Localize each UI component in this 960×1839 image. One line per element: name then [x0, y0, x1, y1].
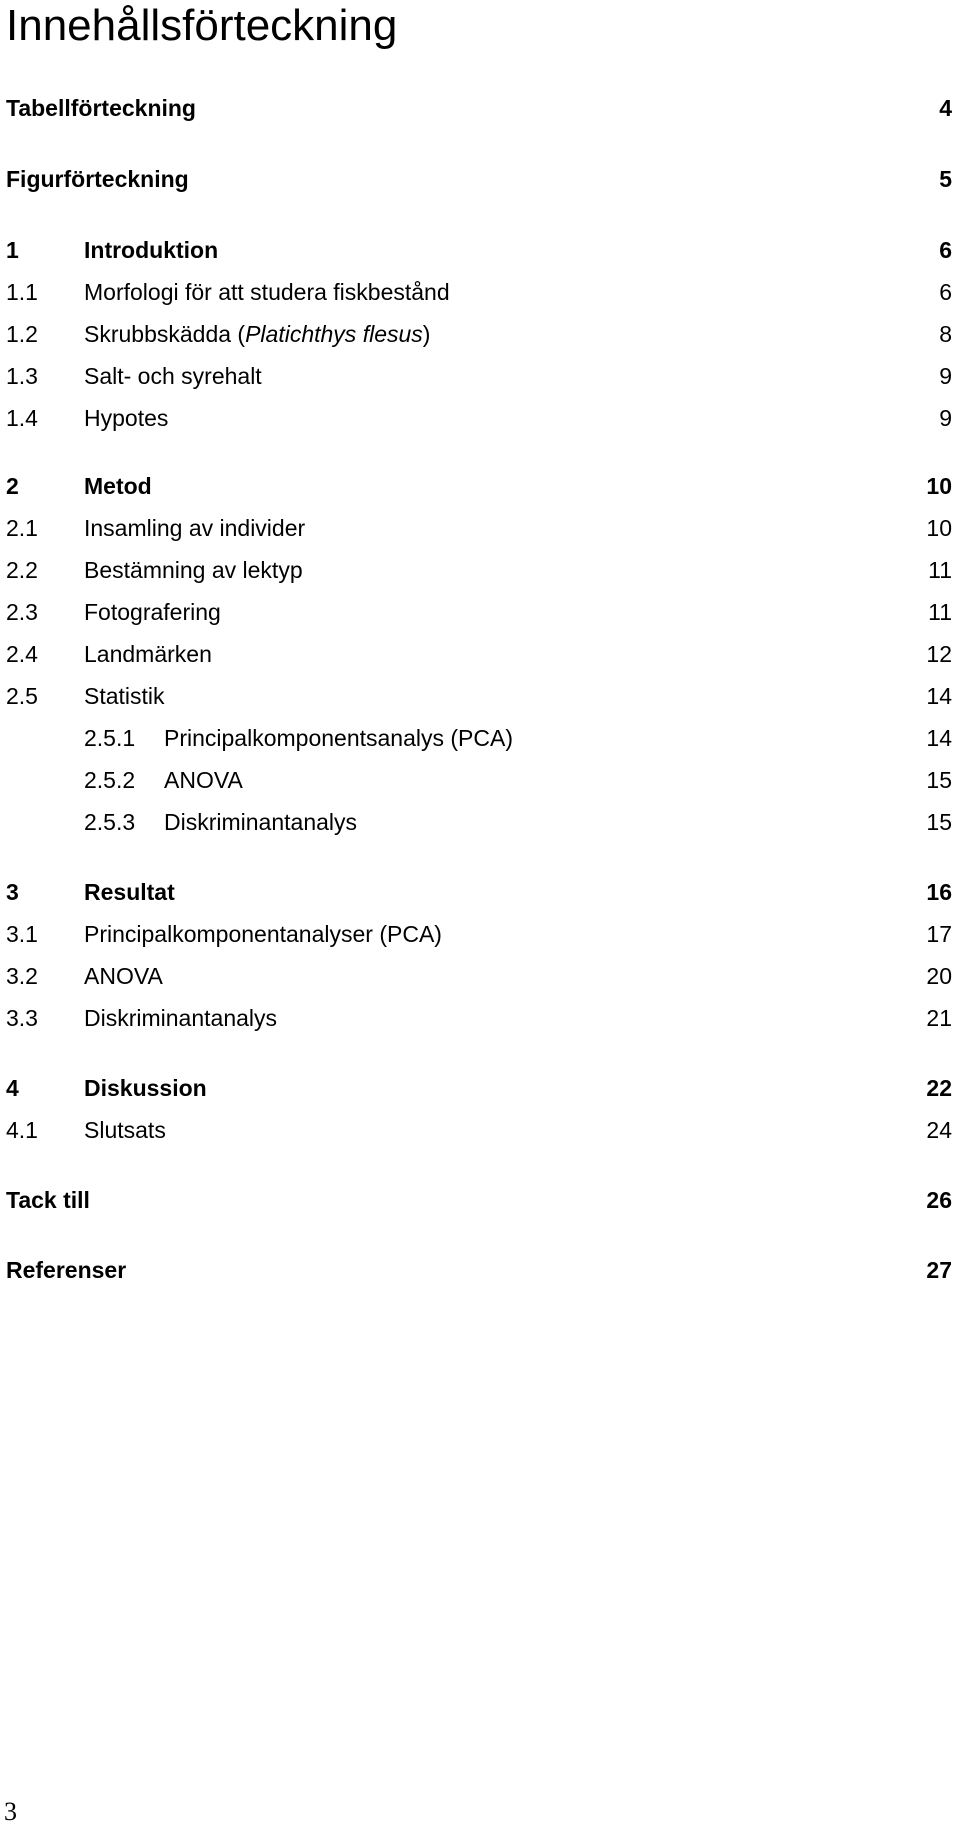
toc-entry-slutsats[interactable] — [0, 1112, 960, 1148]
toc-entry-page: 16 — [926, 879, 952, 905]
toc-entry-label: Resultat — [84, 879, 175, 905]
toc-entry-label: Diskussion — [84, 1075, 207, 1101]
toc-entry-number: 2.4 — [6, 641, 38, 667]
toc-entry-label: Slutsats — [84, 1117, 166, 1143]
toc-entry-bestamning[interactable] — [0, 552, 960, 588]
toc-entry-number: 2.1 — [6, 515, 38, 541]
toc-entry-number: 3.2 — [6, 963, 38, 989]
toc-entry-pca-results[interactable] — [0, 916, 960, 952]
toc-entry-tabellforteckning[interactable] — [0, 90, 960, 126]
toc-entry-label: Statistik — [84, 683, 165, 709]
toc-entry-label: Tabellförteckning — [6, 95, 196, 121]
toc-entry-label: Metod — [84, 473, 152, 499]
toc-entry-label: ANOVA — [84, 963, 163, 989]
toc-entry-page: 27 — [926, 1257, 952, 1283]
toc-entry-number: 2.2 — [6, 557, 38, 583]
toc-entry-number: 1 — [6, 237, 19, 263]
toc-entry-number: 2.5.3 — [84, 809, 136, 835]
toc-entry-label: Hypotes — [84, 405, 169, 431]
toc-entry-number: 4.1 — [6, 1117, 38, 1143]
toc-entry-label: Principalkomponentsanalys (PCA) — [164, 725, 513, 751]
toc-entry-label: Referenser — [6, 1257, 127, 1283]
toc-entry-number: 1.2 — [6, 321, 38, 347]
toc-entry-number: 4 — [6, 1075, 19, 1101]
toc-entry-page: 8 — [939, 321, 952, 347]
toc-entry-tack-till[interactable] — [0, 1182, 960, 1218]
toc-entry-number: 2.5 — [6, 683, 38, 709]
toc-entry-statistik[interactable] — [0, 678, 960, 714]
toc-entry-label-post: ) — [422, 321, 431, 347]
toc-entry-page: 15 — [926, 809, 952, 835]
toc-entry-number: 2.5.1 — [84, 725, 136, 751]
toc-entry-number: 3.1 — [6, 921, 38, 947]
toc-entry-hypotes[interactable] — [0, 400, 960, 436]
toc-entry-page: 6 — [939, 237, 952, 263]
toc-entry-diskriminantanalys-method[interactable] — [0, 804, 960, 840]
toc-entry-introduktion[interactable] — [0, 232, 960, 268]
toc-entry-page: 14 — [926, 683, 952, 709]
toc-entry-resultat[interactable] — [0, 874, 960, 910]
toc-entry-label: Salt- och syrehalt — [84, 363, 262, 389]
toc-entry-insamling[interactable] — [0, 510, 960, 546]
toc-entry-number: 2 — [6, 473, 19, 499]
toc-entry-page: 10 — [926, 515, 952, 541]
toc-entry-label: Insamling av individer — [84, 515, 306, 541]
toc-entry-number: 2.5.2 — [84, 767, 136, 793]
page-title: Innehållsförteckning — [6, 1, 398, 50]
toc-entry-anova-results[interactable] — [0, 958, 960, 994]
toc-entry-label-pre: Skrubbskädda ( — [84, 321, 246, 347]
toc-entry-label: Principalkomponentanalyser (PCA) — [84, 921, 442, 947]
toc-entry-page: 4 — [939, 95, 952, 121]
toc-entry-label: Morfologi för att studera fiskbestånd — [84, 279, 450, 305]
toc-entry-page: 21 — [926, 1005, 952, 1031]
toc-entry-number: 1.4 — [6, 405, 38, 431]
toc-entry-number: 3 — [6, 879, 19, 905]
toc-entry-landmarken[interactable] — [0, 636, 960, 672]
toc-entry-label: Figurförteckning — [6, 166, 189, 192]
toc-entry-number: 1.3 — [6, 363, 38, 389]
toc-entry-page: 9 — [939, 363, 952, 389]
toc-entry-label: Bestämning av lektyp — [84, 557, 303, 583]
toc-entry-label-species: Platichthys flesus — [245, 321, 423, 347]
page-number: 3 — [4, 1797, 17, 1826]
toc-entry-diskussion[interactable] — [0, 1070, 960, 1106]
toc-entry-number: 2.3 — [6, 599, 38, 625]
toc-entry-label: Tack till — [6, 1187, 90, 1213]
toc-entry-label — [84, 316, 430, 352]
toc-entry-page: 11 — [928, 599, 952, 625]
toc-entry-label: Landmärken — [84, 641, 212, 667]
toc-entry-salt-och-syrehalt[interactable] — [0, 358, 960, 394]
toc-entry-page: 14 — [926, 725, 952, 751]
toc-entry-label: Fotografering — [84, 599, 221, 625]
toc-entry-number: 1.1 — [6, 279, 38, 305]
toc-entry-label: ANOVA — [164, 767, 243, 793]
toc-entry-page: 17 — [926, 921, 952, 947]
toc-entry-page: 20 — [926, 963, 952, 989]
toc-entry-diskriminantanalys-results[interactable] — [0, 1000, 960, 1036]
toc-entry-anova-method[interactable] — [0, 762, 960, 798]
toc-entry-page: 6 — [939, 279, 952, 305]
toc-entry-label: Introduktion — [84, 237, 219, 263]
toc-entry-figurforteckning[interactable] — [0, 161, 960, 197]
toc-entry-morfologi[interactable] — [0, 274, 960, 310]
toc-entry-page: 15 — [926, 767, 952, 793]
toc-entry-page: 9 — [939, 405, 952, 431]
toc-entry-page: 5 — [939, 166, 952, 192]
toc-entry-page: 11 — [928, 557, 952, 583]
toc-entry-referenser[interactable] — [0, 1252, 960, 1288]
toc-entry-page: 24 — [926, 1117, 952, 1143]
toc-entry-metod[interactable] — [0, 468, 960, 504]
toc-entry-pca-method[interactable] — [0, 720, 960, 756]
toc-entry-page: 22 — [926, 1075, 952, 1101]
toc-entry-fotografering[interactable] — [0, 594, 960, 630]
toc-entry-skrubbskadda[interactable] — [0, 316, 960, 352]
toc-entry-label: Diskriminantanalys — [164, 809, 358, 835]
toc-entry-number: 3.3 — [6, 1005, 38, 1031]
toc-entry-page: 26 — [926, 1187, 952, 1213]
toc-entry-label: Diskriminantanalys — [84, 1005, 278, 1031]
toc-entry-page: 10 — [926, 473, 952, 499]
toc-entry-page: 12 — [926, 641, 952, 667]
